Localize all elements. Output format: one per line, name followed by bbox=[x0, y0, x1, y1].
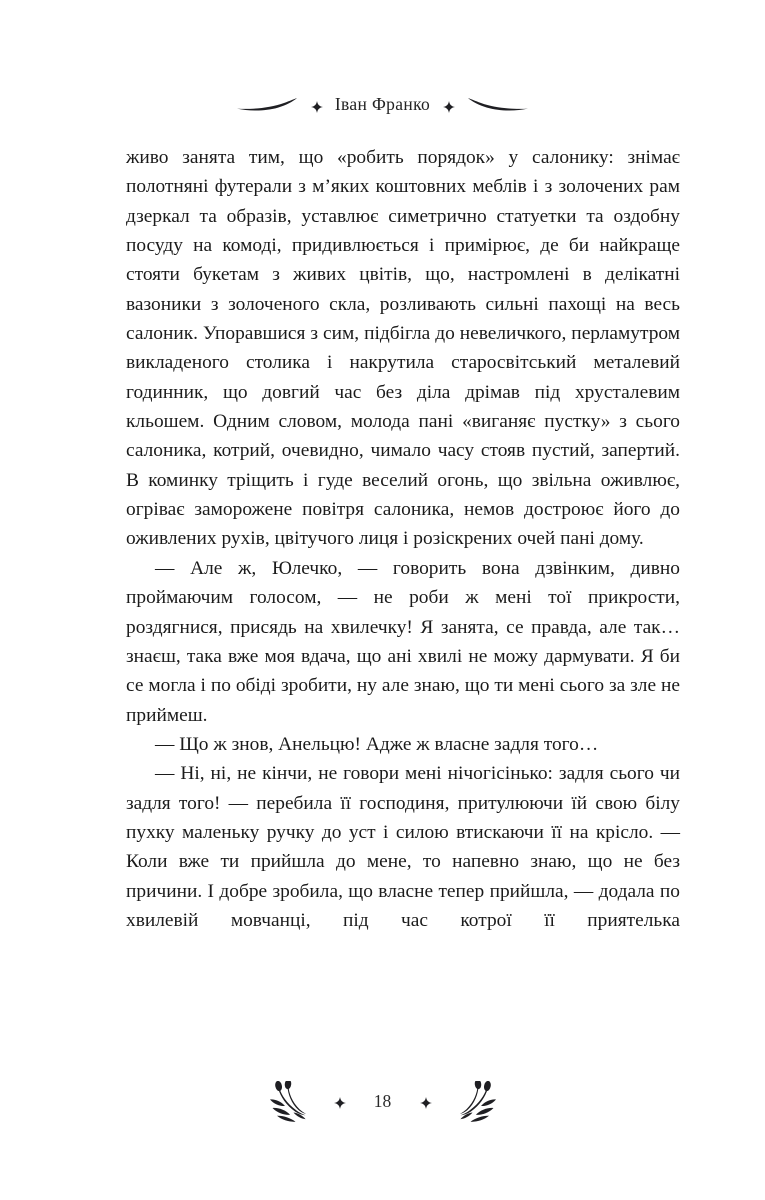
diamond-ornament-icon bbox=[443, 100, 454, 111]
diamond-ornament-icon bbox=[420, 1096, 432, 1108]
paragraph: — Але ж, Юлечко, — говорить вона дзвінким, дивно проймаючим голосом, — не роби ж мені тої прикрости, роздягнися, присядь на хвилечку! Я занята, се правда, але так… знаєш, така вже моя вдача, що ані хвилі не можу дармувати. Я би се могла і по обіді зробити, ну але знаю, що ти мені сього за зле не приймеш. bbox=[126, 557, 680, 726]
paragraph: — Що ж знов, Анельцю! Адже ж власне задля того… bbox=[155, 733, 599, 755]
page-number: 18 bbox=[373, 1091, 392, 1112]
running-head-author: Іван Франко bbox=[334, 94, 431, 115]
leaf-ornament-icon bbox=[467, 96, 529, 114]
page-body bbox=[126, 143, 680, 935]
running-head bbox=[0, 88, 765, 122]
page-footer bbox=[0, 1074, 765, 1130]
botanical-sprig-icon bbox=[266, 1081, 314, 1123]
paragraph: — Ні, ні, не кінчи, не говори мені нічогісінько: задля сього чи задля того! — перебила її господиня, притулюючи їй свою білу пухку маленьку ручку до уст і силою втискаючи її на крісло. — Коли вже ти прийшла до мене, то напевно знаю, що не без причини. І добре зробила, що власне тепер прийшла, — додала по хвилевій мовчанці, під час котрої її приятелька bbox=[126, 763, 680, 931]
diamond-ornament-icon bbox=[334, 1096, 346, 1108]
paragraph: живо занята тим, що «робить порядок» у салонику: знімає полотняні футерали з м’яких коштовних меблів і з золочених рам дзеркал та образів, уставлює симетрично статуетки та оздобну посуду на комоді, придивлюється і примірює, де би найкраще стояти букетам з живих цвітів, що, настромлені в делікатні вазоники з золоченого скла, розливають сильні пахощі на весь салоник. Упоравшися з сим, підбігла до невеличкого, перламутром викладеного столика і накрутила старосвітський металевий годинник, що довгий час без діла дрімав під хрусталевим кльошем. Одним словом, молода пані «виганяє пустку» з сього салоника, котрий, очевидно, чимало часу стояв пустий, запертий. В коминку тріщить і гуде веселий огонь, що звільна оживлює, огріває заморожене повітря салоника, немов достроює його до оживлених рухів, цвітучого лиця і розіскрених очей пані дому. bbox=[126, 147, 680, 550]
diamond-ornament-icon bbox=[311, 100, 322, 111]
botanical-sprig-icon bbox=[452, 1081, 500, 1123]
leaf-ornament-icon bbox=[236, 96, 298, 114]
